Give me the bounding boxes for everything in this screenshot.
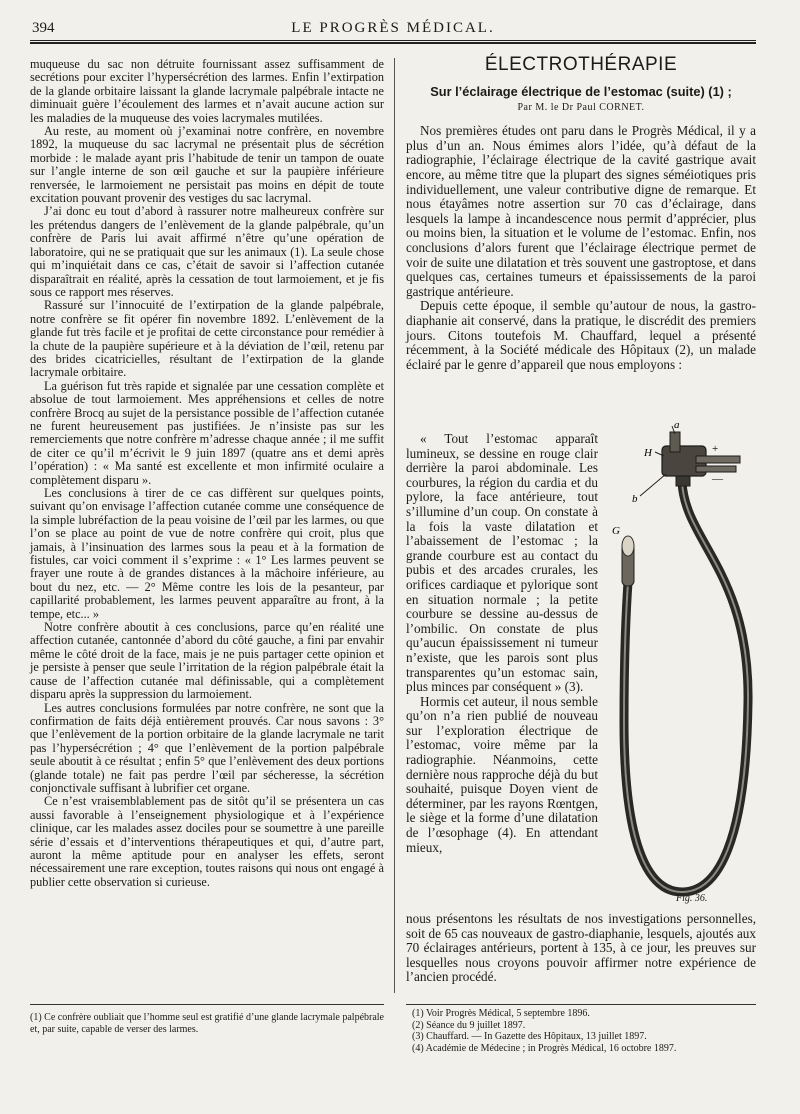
right-column-bottom	[406, 912, 756, 985]
paragraph: Notre confrère aboutit à ces conclusions, parce qu’en réalité une affection cutanée, cantonnée d’abord du côté gauche, a fini par envahir même le côté droit de la face, mais je ne puis partager cette opinion et je persiste à penser que seule l’irritation de la région palpébrale était la cause de l’affection cutanée mal définissable, qui a complètement disparu après la suppression du larmoiement.	[30, 620, 384, 702]
paragraph: Hormis cet auteur, il nous semble qu’on n’a rien publié de nouveau sur l’exploration électrique de l’estomac, voire même par la radiographie. Néanmoins, cette dernière nous rapproche déjà du but souhaité, puisque Doyen vient de déterminer, par les rayons Rœntgen, le siège et la forme d’une dilatation de l’œsophage (4). En attendant mieux,	[406, 693, 598, 855]
footnote: (1) Voir Progrès Médical, 5 septembre 1896.	[412, 1008, 590, 1019]
paragraph: Depuis cette époque, il semble qu’autour de nous, la gastro-diaphanie ait conservé, dans la pratique, le discrédit des premiers jours. Citons toutefois M. Chauffard, lequel a présenté récemment, à la Société médicale des Hôpitaux (2), un malade éclairé par le genre d’appareil que nous employons :	[406, 298, 756, 372]
footnote-rule-right	[406, 1004, 756, 1005]
footnote: (4) Académie de Médecine ; in Progrès Médical, 16 octobre 1897.	[412, 1042, 677, 1054]
figure-label-b: b	[632, 493, 638, 505]
footnotes-left	[30, 1012, 384, 1035]
right-column-narrow	[406, 432, 598, 855]
paragraph: J’ai donc eu tout d’abord à rassurer notre malheureux confrère sur les prétendus dangers de l’enlèvement de la glande palpébrale, qu’un confrère de Paris lui avait affirmé n’être qu’une opération de laboratoire, qui ne se pratiquait que sur les animaux (1). La seule chose qui m’inquiétait dans ce cas, c’était de savoir si l’affection cutanée disparaîtrait en réalité, après la cessation de tout larmoiement, et je fis sous ce rapport mes réserves.	[30, 204, 384, 299]
running-title: LE PROGRÈS MÉDICAL.	[291, 20, 495, 36]
column-divider	[394, 58, 395, 993]
figure-label-minus: —	[712, 473, 723, 485]
paragraph: Nos premières études ont paru dans le Progrès Médical, il y a plus d’un an. Nous émimes alors l’idée, qu’à défaut de la radiographie, l’éclairage électrique de la cavité gastrique avait encore, au même titre que la plupart des signes séméiotiques pris individuellement, une valeur contributive digne de remarque. Et nous étayâmes notre assertion sur 70 cas d’éclairage, dans lesquels la lampe à incandescence nous permit d’apprécier, plus ou moins bien, la situation et le volume de l’estomac. Enfin, nos conclusions d’alors furent que l’éclairage électrique permet de voir de suite une dilatation et très souvent une gastroptose, et dans quelques cas, certaines tumeurs et épaississements de la paroi gastrique antérieure.	[406, 123, 756, 299]
footnotes-right	[412, 1008, 756, 1054]
footnote-rule-left	[30, 1004, 384, 1005]
footnote: (2) Séance du 9 juillet 1897.	[412, 1019, 526, 1031]
paragraph: Rassuré sur l’innocuité de l’extirpation de la glande palpébrale, notre confrère se fit opérer fin novembre 1892. L’enlèvement de la glande fut très facile et je profitai de cette circonstance pour remédier à la chute de la paupière supérieure et à la déviation de l’œil, retenu par des brides cicatricielles, résultant de l’extirpation de la glande lacrymale orbitaire.	[30, 298, 384, 380]
section-title: ÉLECTROTHÉRAPIE	[484, 54, 678, 75]
paragraph: Les conclusions à tirer de ce cas diffèrent sur quelques points, suivant qu’on envisage l’affection cutanée comme une conséquence de la simple lubréfaction de la peau voisine de l’œil par les larmes, ou que l’on se place au point de vue de notre confrère qui croit, plus que jamais, à l’insinuation des larmes sous la peau et à la formation de fistules, car voici comment il s’exprime : « 1° Les larmes peuvent se frayer une route à de grandes distances à la mâchoire inférieure, au bout du nez, etc. — 2° Même contre les lois de la pesanteur, par capillarité probablement, les larmes peuvent apparaître au front, à la tempe, etc... »	[30, 486, 384, 621]
right-column-top	[406, 54, 756, 372]
paragraph: La guérison fut très rapide et signalée par une cessation complète et absolue de tout larmoiement. Mes appréhensions et celles de notre confrère Brocq au sujet de la persistance possible de l’affection cutanée ne furent heureusement pas justifiées. Je n’insiste pas sur les remerciements que notre confrère m’adresse chaque année ; il me suffit de citer ce qu’il m’écrivit le 9 juin 1897 (quatre ans et demi après l’opération) : « Ma santé est excellente et mon infirmité oculaire a complètement disparu ».	[30, 378, 384, 487]
footnote: (3) Chauffard. — In Gazette des Hôpitaux, 13 juillet 1897.	[412, 1031, 647, 1043]
figure-caption: Fig. 36.	[676, 893, 708, 904]
byline: Par M. le Dr Paul CORNET.	[517, 101, 645, 113]
figure-label-plus: +	[712, 443, 719, 455]
header-rule	[30, 42, 756, 44]
figure-label-g: G	[612, 525, 620, 537]
figure-gastro-lamp	[600, 422, 760, 912]
paragraph: nous présentons les résultats de nos investigations personnelles, soit de 65 cas nouveaux de gastro-diaphanie, lesquels, ajoutés aux 70 éclairages antérieurs, portent à 135, à ce jour, les preuves sur lesquelles nous croyons pouvoir affirmer notre expérience de l’ancien procédé.	[406, 911, 756, 985]
footnote: (1) Ce confrère oubliait que l’homme seul est gratifié d’une glande lacrymale palpébrale et, par suite, capable de verser des larmes.	[30, 1012, 384, 1035]
left-column	[30, 58, 384, 889]
article-title: Sur l’éclairage électrique de l’estomac (suite) (1) ;	[430, 84, 732, 100]
page-header	[30, 18, 756, 41]
figure-label-h: H	[644, 447, 652, 459]
paragraph: Ce n’est vraisemblablement pas de sitôt qu’il se présentera un cas aussi favorable à l’enseignement physiologique et à l’expérience clinique, car les malades assez dociles pour se soumettre à une pareille série d’essais et d’interventions thérapeutiques et qui, d’autre part, auront la même aptitude pour en analyser les effets, seront nécessairement une rare exception, toutes raisons qui nous ont engagé à publier cette observation si curieuse.	[30, 794, 384, 889]
paragraph: « Tout l’estomac apparaît lumineux, se dessine en rouge clair derrière la paroi abdominale. Les courbures, la région du cardia et du pylore, la face antérieure, tout s’illumine d’un coup. On constate à la fois la vaste dilatation et l’abaissement de l’estomac ; la grande courbure est au contact du pubis et des arcades crurales, les orifices cardiaque et pylorique sont en situation normale ; la petite courbure se dessine au-dessus de l’ombilic. On constate de plus qu’aucun épaississement ni tumeur n’existe, que les parois sont plus transparentes qu’un estomac sain, plus minces par conséquent » (3).	[406, 431, 598, 695]
page-number: 394	[32, 20, 55, 36]
paragraph: muqueuse du sac non détruite fournissant assez suffisamment de secrétions pour exciter l’hypersécrétion des larmes. Enfin l’extirpation de la glande orbitaire laissant la glande lacrymale palpébrale intacte ne diminuait guère l’écoulement des larmes et n’avait aucune action sur les maladies de la muqueuse des voies lacrymales mutilées.	[30, 57, 384, 125]
paragraph: Les autres conclusions formulées par notre confrère, ne sont que la confirmation de faits déjà entièrement prouvés. Car nous savons : 3° que l’enlèvement de la portion orbitaire de la glande lacrymale ne tarit pas l’hypersécrétion ; 4° que l’enlèvement de la portion palpébrale seule aboutit à ce résultat ; enfin 5° que l’enlèvement des deux portions (glande totale) ne fait pas perdre l’œil par sécheresse, la sécrétion conjonctivale suffisant à lubrifier cet organe.	[30, 700, 384, 795]
paragraph: Au reste, au moment où j’examinai notre confrère, en novembre 1892, la muqueuse du sac lacrymal ne présentait plus de sécrétion morbide : le malade ayant pris l’habitude de tenir un tampon de ouate sur l’angle interne de son œil gauche et sur la paupière inférieure renversée, le larmoiement ne persistait pas moins en dépit de toute excitation pouvant provenir des vestiges du sac lacrymal.	[30, 124, 384, 206]
gastro-lamp-illustration-icon	[600, 422, 760, 912]
figure-label-a: a	[674, 422, 680, 431]
